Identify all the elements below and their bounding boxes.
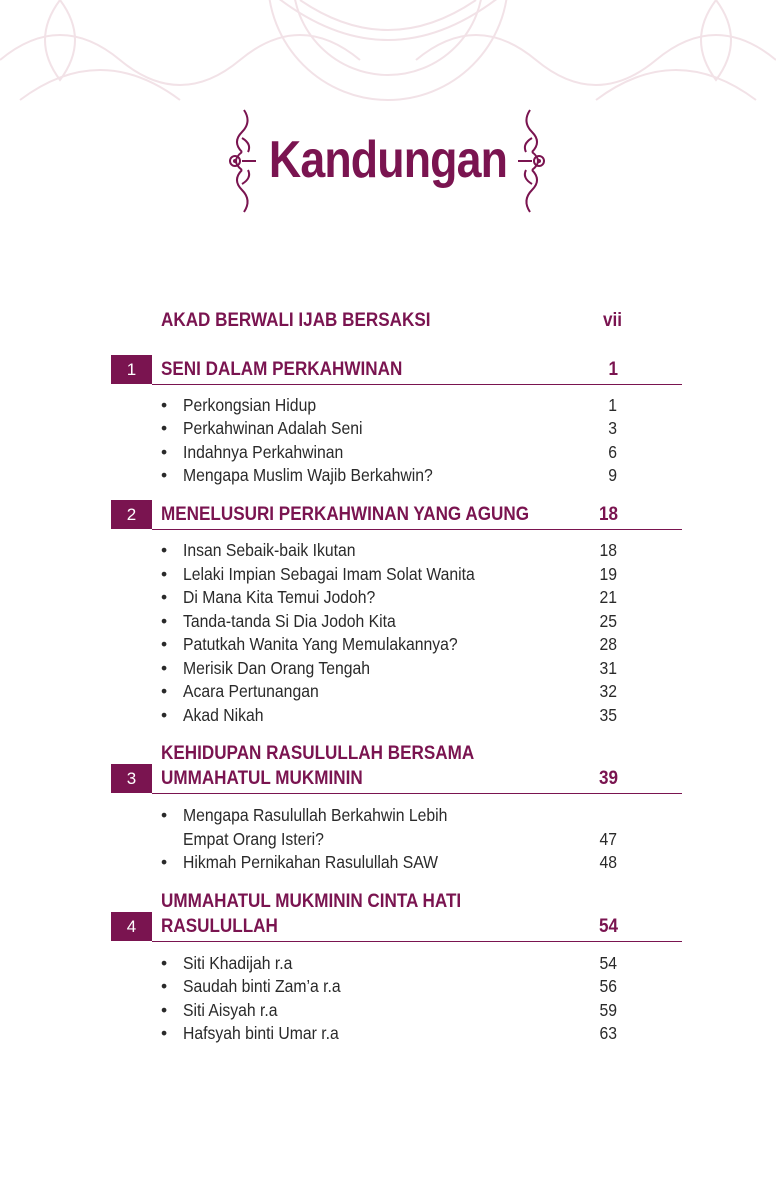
section-number-badge: 4 xyxy=(111,912,152,941)
toc-item: • Mengapa Rasulullah Berkahwin Lebih xyxy=(161,805,448,825)
toc-item: • Lelaki Impian Sebagai Imam Solat Wanita 19 xyxy=(161,564,617,584)
section-page-number: 39 xyxy=(598,768,618,789)
page-header xyxy=(0,108,776,218)
toc-item: • Akad Nikah 35 xyxy=(161,705,617,725)
page-title: Kandungan xyxy=(268,131,508,189)
toc-item: • Indahnya Perkahwinan 6 xyxy=(161,442,617,462)
section-page-number: 1 xyxy=(608,359,618,380)
toc-item: • Perkahwinan Adalah Seni 3 xyxy=(161,418,617,438)
toc-item: • Hafsyah binti Umar r.a 63 xyxy=(161,1023,617,1043)
toc-item: • Acara Pertunangan 32 xyxy=(161,681,617,701)
section-divider xyxy=(152,384,682,385)
section-number-badge: 2 xyxy=(111,500,152,529)
toc-item: • Tanda-tanda Si Dia Jodoh Kita 25 xyxy=(161,611,617,631)
toc-item: • Saudah binti Zam’a r.a 56 xyxy=(161,976,617,996)
section-title-line-2: UMMAHATUL MUKMININ xyxy=(161,768,363,789)
toc-item-continuation: Empat Orang Isteri? 47 xyxy=(183,829,617,849)
section-title-line-1: UMMAHATUL MUKMININ CINTA HATI xyxy=(161,891,462,912)
intro-page-number: vii xyxy=(602,310,622,331)
section-page-number: 54 xyxy=(598,916,618,937)
toc-item: • Patutkah Wanita Yang Memulakannya? 28 xyxy=(161,634,617,654)
toc-item: • Perkongsian Hidup 1 xyxy=(161,395,617,415)
toc-item: • Hikmah Pernikahan Rasulullah SAW 48 xyxy=(161,852,617,872)
toc-item: • Mengapa Muslim Wajib Berkahwin? 9 xyxy=(161,465,617,485)
section-title-line-2: RASULULLAH xyxy=(161,916,278,937)
intro-title: AKAD BERWALI IJAB BERSAKSI xyxy=(161,310,431,331)
section-number-badge: 3 xyxy=(111,764,152,793)
section-number-badge: 1 xyxy=(111,355,152,384)
right-flourish-icon xyxy=(516,108,552,214)
toc-item: • Siti Aisyah r.a 59 xyxy=(161,1000,617,1020)
toc-intro-entry xyxy=(161,306,621,336)
toc-item: • Insan Sebaik-baik Ikutan 18 xyxy=(161,540,617,560)
toc-item: • Siti Khadijah r.a 54 xyxy=(161,953,617,973)
section-title-line-1: KEHIDUPAN RASULULLAH BERSAMA xyxy=(161,743,475,764)
section-divider xyxy=(152,941,682,942)
section-title: SENI DALAM PERKAHWINAN xyxy=(161,359,403,380)
section-page-number: 18 xyxy=(598,504,618,525)
toc-item: • Merisik Dan Orang Tengah 31 xyxy=(161,658,617,678)
section-divider xyxy=(152,529,682,530)
section-divider xyxy=(152,793,682,794)
section-title: MENELUSURI PERKAHWINAN YANG AGUNG xyxy=(161,504,530,525)
toc-item: • Di Mana Kita Temui Jodoh? 21 xyxy=(161,587,617,607)
